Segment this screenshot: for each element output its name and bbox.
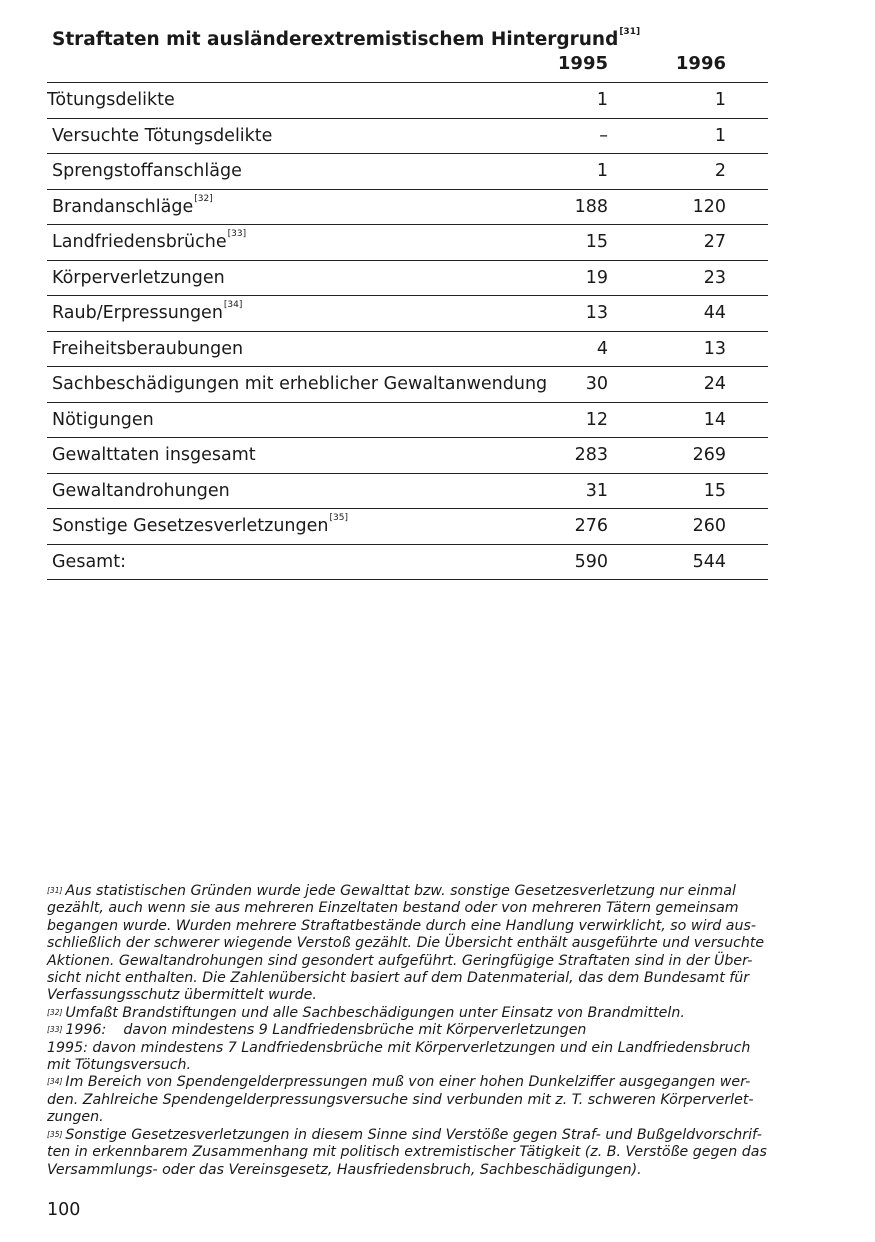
value-1995: 590 <box>574 551 608 572</box>
value-1996: 260 <box>692 516 726 536</box>
row-label: Brandanschläge[32] <box>52 193 213 217</box>
footnote-31-line: Verfassungsschutz übermittelt wurde. <box>47 987 317 1004</box>
footnote-ref: [32] <box>194 193 213 204</box>
table-row <box>47 225 768 261</box>
footnote-ref: [31] <box>619 27 641 37</box>
table-row <box>47 474 768 510</box>
value-1996: 13 <box>703 338 726 359</box>
row-label: Gewalttaten insgesamt <box>52 445 256 465</box>
value-1995: 31 <box>585 480 608 501</box>
row-label: Körperverletzungen <box>52 267 225 288</box>
value-1995: 188 <box>574 196 608 217</box>
value-1996: 120 <box>692 196 726 217</box>
value-1996: 1 <box>714 125 726 146</box>
footnote-34-line: den. Zahlreiche Spendengelderpressungsversuche sind verbunden mit z. T. schweren Körperverlet- <box>47 1091 754 1108</box>
footnote-31-line: begangen wurde. Wurden mehrere Straftatbestände durch eine Handlung verwirklicht, so wird aus- <box>47 917 756 934</box>
footnote-33-line: 1995: davon mindestens 7 Landfriedensbrüche mit Körperverletzungen und ein Landfriedensbruch <box>47 1039 751 1056</box>
value-1995: 276 <box>574 516 608 536</box>
value-1996: 23 <box>703 267 726 288</box>
table-row <box>47 119 768 155</box>
footnote-35-line: ten in erkennbarem Zusammenhang mit politisch extremistischer Tätigkeit (z. B. Verstöße gegen das <box>47 1144 767 1161</box>
row-label: Versuchte Tötungsdelikte <box>52 125 273 146</box>
table-row <box>47 83 768 119</box>
value-1995: 1 <box>596 161 608 181</box>
table-row <box>47 261 768 297</box>
row-label: Sonstige Gesetzesverletzungen[35] <box>52 513 348 536</box>
footnote-35: [35] Sonstige Gesetzesverletzungen in diesem Sinne sind Verstöße gegen Straf- und Bußgeldvorschrif- <box>47 1126 762 1143</box>
table-row-total <box>47 545 768 581</box>
value-1995: 15 <box>585 232 608 252</box>
value-1996: 1 <box>714 90 726 110</box>
value-1996: 14 <box>703 409 726 430</box>
footnote-ref: [35] <box>329 513 348 523</box>
column-header-1996: 1996 <box>675 53 726 74</box>
table-title-text: Straftaten mit ausländerextremistischem Hintergrund <box>52 29 619 50</box>
row-label: Gewaltandrohungen <box>52 480 230 501</box>
value-1995: 4 <box>596 338 608 359</box>
value-1996: 27 <box>703 232 726 252</box>
footnote-32: [32] Umfaßt Brandstiftungen und alle Sachbeschädigungen unter Einsatz von Brandmitteln. <box>47 1004 685 1021</box>
page-number: 100 <box>47 1200 81 1220</box>
footnote-31: [31] Aus statistischen Gründen wurde jede Gewalttat bzw. sonstige Gesetzesverletzung nur einmal <box>47 883 736 899</box>
column-header-1995: 1995 <box>557 53 608 74</box>
table-row <box>47 438 768 474</box>
table-row <box>47 332 768 368</box>
value-1996: 24 <box>703 374 726 394</box>
row-label: Gesamt: <box>52 551 126 572</box>
row-label: Raub/Erpressungen[34] <box>52 300 243 323</box>
footnote-34: [34] Im Bereich von Spendengelderpressungen muß von einer hohen Dunkelziffer ausgegangen wer- <box>47 1074 751 1091</box>
table-row <box>47 154 768 190</box>
row-label: Sachbeschädigungen mit erheblicher Gewaltanwendung <box>52 374 548 394</box>
table-title <box>52 29 640 50</box>
value-1995: 1 <box>596 90 608 110</box>
value-1996: 544 <box>692 551 726 572</box>
row-label: Landfriedensbrüche[33] <box>52 229 247 252</box>
value-1996: 15 <box>703 480 726 501</box>
footnote-ref: [34] <box>223 300 243 310</box>
table-row <box>47 367 768 403</box>
footnote-35-line: Versammlungs- oder das Vereinsgesetz, Hausfriedensbruch, Sachbeschädigungen). <box>47 1161 642 1178</box>
table-row <box>47 296 768 332</box>
value-1996: 2 <box>714 161 726 181</box>
value-1995: 283 <box>574 445 608 465</box>
row-label: Tötungsdelikte <box>47 90 175 110</box>
footnote-34-line: zungen. <box>47 1109 104 1126</box>
value-1996: 44 <box>703 303 726 323</box>
table-row <box>47 509 768 545</box>
row-label: Nötigungen <box>52 409 154 430</box>
footnote-ref: [33] <box>227 229 247 239</box>
value-1996: 269 <box>692 445 726 465</box>
footnote-31-line: schließlich der schwerer wiegende Verstoß gezählt. Die Übersicht enthält ausgeführte und versuchte <box>47 935 765 952</box>
footnote-33-line: mit Tötungsversuch. <box>47 1057 192 1074</box>
footnote-31-line: Aktionen. Gewaltandrohungen sind gesondert aufgeführt. Geringfügige Straftaten sind in der Über- <box>47 952 753 969</box>
footnotes <box>47 883 772 1179</box>
value-1995: 12 <box>585 409 608 430</box>
footnote-31-line: sicht nicht enthalten. Die Zahlenübersicht basiert auf dem Datenmaterial, das dem Bundesamt für <box>47 970 750 987</box>
value-1995: – <box>599 125 608 146</box>
footnote-31-line: gezählt, auch wenn sie aus mehreren Einzeltaten bestand oder von mehreren Tätern gemeinsam <box>47 900 739 917</box>
value-1995: 30 <box>585 374 608 394</box>
crime-statistics-table <box>47 82 768 580</box>
footnote-33: [33] 1996: davon mindestens 9 Landfriedensbrüche mit Körperverletzungen <box>47 1022 587 1039</box>
value-1995: 19 <box>585 267 608 288</box>
value-1995: 13 <box>585 303 608 323</box>
table-row <box>47 403 768 439</box>
row-label: Freiheitsberaubungen <box>52 338 244 359</box>
table-row <box>47 190 768 226</box>
row-label: Sprengstoffanschläge <box>52 161 242 181</box>
